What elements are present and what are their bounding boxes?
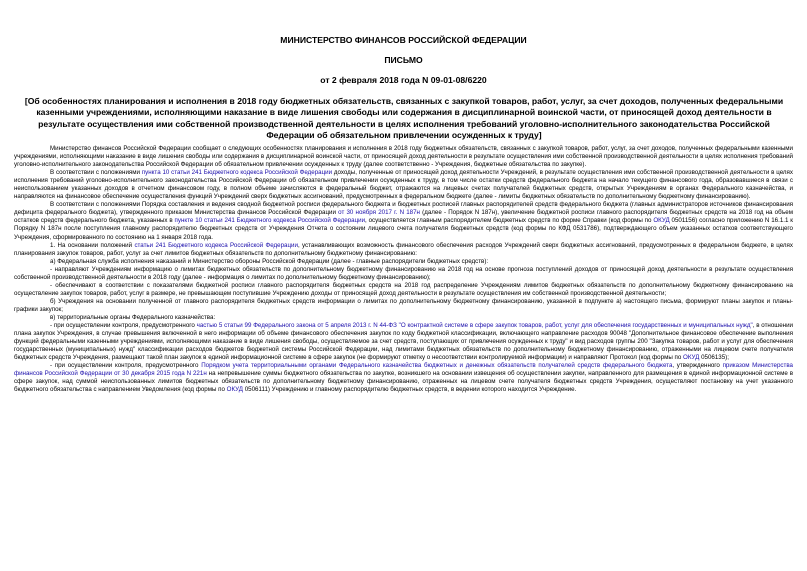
paragraph-text: (далее - Порядок N 187н), увеличение бюджетной росписи главного распорядителя бюджетных средств на 2018 год на объем остатков средств федерального бюджета, указанных в [14,209,793,225]
paragraph-text: на непревышение суммы бюджетного обязательства по закупке, возникшего на основании извещения об осуществлении закупки, направленного для размещения в единой информационной системе в сфере закупок, над суммой неиспользованных лимитов бюджетных обязательств по дополнительному бюджетному финансированию, отраженных на лицевом счете получателя бюджетных средств Учреждения, осуществляют постановку на учет указанного бюджетного обязательства с направлением Уведомления (код формы по [14,370,793,394]
paragraph: а) Федеральная служба исполнения наказаний и Министерство обороны Российской Федерации (далее - главные распорядители бюджетных средств): [50,257,489,265]
paragraph-text: доходы, полученные от приносящей доход деятельности Учреждений, в результате осуществления ими собственной производственной деятельности в целях исполнения требований уголовно-исполнительного законодательства Российской Федерации об обязательном привлечении осужденных к труду, в том числе остатки средств федерального бюджета на начало текущего финансового года, образовавшиеся в связи с неиспользованием указанных доходов в отчетном финансовом году, в полном объеме зачисляются в федеральный бюджет, отражаются на лицевых счетах получателей бюджетных средств, открытых Учреждениям в органах Федерального казначейства, и направляются на финансовое обеспечение осуществления функций Учреждений сверх бюджетных ассигнований, предусмотренных в федеральном бюджете (далее - лимиты бюджетных обязательств по дополнительному бюджетному финансированию). [14,169,793,201]
paragraph-text: - при осуществлении контроля, предусмотренного [50,322,197,330]
law-link[interactable]: частью 5 статьи 99 Федерального закона от 5 апреля 2013 г. N 44-ФЗ "О контрактной системе в сфере закупок товаров, работ, услуг для обеспечения государственных и муниципальных нужд" [196,322,753,330]
law-link[interactable]: приказом Министерства финансов Российской Федерации от 30 декабря 2015 года N 221н [14,362,793,378]
document-type: ПИСЬМО [384,55,423,65]
paragraph-text: В соответствии с положениями Порядка составления и ведения сводной бюджетной росписи федерального бюджета и бюджетных росписей главных распорядителей средств федерального бюджета (главных администраторов источников финансирования дефицита федерального бюджета), утвержденного приказом Министерства финансов Российской Федерации [14,201,793,217]
law-link[interactable]: Порядком учета территориальными органами Федерального казначейства бюджетных и денежных обязательств получателей средств федерального бюджета [201,362,673,370]
paragraph-text: 0506111) Учреждению и главному распорядителю бюджетных средств, в ведении которого находится Учреждение. [243,386,577,394]
paragraph: Министерство финансов Российской Федерации сообщает о следующих особенностях планирования и исполнения в 2018 году бюджетных обязательств, связанных с закупкой товаров, работ, услуг, за счет доходов, полученных федеральными казенными учреждениями, исполняющими наказание в виде лишения свободы или содержания в дисциплинарной воинской части, от приносящей доход деятельности в результате осуществления ими собственной производственной деятельности в целях исполнения требований уголовно-исполнительного законодательства Российской Федерации об обязательном привлечении осужденных к труду (далее соответственно - Учреждения, бюджетные обязательства по закупке). [14,145,793,169]
paragraph: в) территориальные органы Федерального казначейства: [50,313,216,321]
okud-link[interactable]: ОКУД [226,386,243,394]
paragraph-text: 1. На основании положений [50,241,135,249]
paragraph [14,201,793,241]
ministry-title: МИНИСТЕРСТВО ФИНАНСОВ РОССИЙСКОЙ ФЕДЕРАЦИИ [280,35,527,45]
paragraph-text: 0501156) согласно приложению N 16.1.1 к Порядку N 187н после поступления главному распорядителю бюджетных средств от Учреждения Отчета о состоянии лицевого счета получателя бюджетных средств (код формы по КФД 0531786), подтверждающего объем указанных остатков соответствующего Учреждения, сформированного по состоянию на 1 января 2018 года. [14,217,793,241]
paragraph [14,169,793,201]
law-link[interactable]: пункта 10 статьи 241 Бюджетного кодекса Российской Федерации [141,169,333,177]
document-body [14,145,793,394]
paragraph-text: - при осуществлении контроля, предусмотренного [50,362,202,370]
paragraph-text: , устанавливающих возможность финансового обеспечения расходов Учреждений сверх бюджетных ассигнований, предусмотренных в федеральном бюджете, в целях планирования закупок товаров, работ, услуг за счет лимитов бюджетных обязательств по дополнительному бюджетному финансированию: [14,241,793,257]
paragraph: - обеспечивают в соответствии с показателями бюджетной росписи главного распорядителя бюджетных средств на 2018 год распределение Учреждениям лимитов бюджетных обязательств по дополнительному бюджетному финансированию на осуществление закупок товаров, работ, услуг в размере, не превышающем поступившие Учреждению доходы от приносящей доход деятельности в результате осуществления им собственной производственной деятельности; [14,281,793,297]
paragraph: б) Учреждения на основании полученной от главного распорядителя бюджетных средств информации о лимитах по дополнительному бюджетному финансированию, указанной в подпункте а) настоящего письма, формируют планы закупок и планы-графики закупок; [14,297,793,313]
paragraph-text: , в отношении плана закупок Учреждения, в случае превышения включенной в него информации об объеме финансового обеспечения закупок по коду бюджетной классификации, включающего направление расходов 90048 "Дополнительное финансовое обеспечение выполнения функций федеральными казенными учреждениями, исполняющими наказание в виде лишения свободы, осуществляемое за счет средств, поступающих от привлечения осужденных к труду" и вид расходов группы 200 "Закупка товаров, работ и услуг для обеспечения государственных (муниципальных) нужд" классификации расходов бюджетов бюджетной системы Российской Федерации, над лимитами бюджетных обязательств по дополнительному бюджетному финансированию, отраженными на лицевом счете получателя бюджетных средств Учреждения, размещают такой план закупок в единой информационной системе в сфере закупок (не формируют отметку о несоответствии контролируемой информации) и направляют Протокол (код формы по [14,322,793,362]
law-link[interactable]: пункте 10 статьи 241 Бюджетного кодекса Российской Федерации [174,217,366,225]
paragraph-text: 0506135); [699,354,729,362]
okud-link[interactable]: ОКУД [653,217,670,225]
document-subject: [Об особенностях планирования и исполнения в 2018 году бюджетных обязательств, связанных с закупкой товаров, работ, услуг, за счет доходов, полученных федеральными казенными учреждениями, исполняющими наказание в виде лишения свободы или содержания в дисциплинарной воинской части, от приносящей доход деятельности в результате осуществления ими собственной производственной деятельности в целях исполнения требований уголовно-исполнительного законодательства Российской Федерации об обязательном привлечении осужденных к труду] [24,96,784,140]
paragraph-text: В соответствии с положениями [50,169,142,177]
paragraph: - направляют Учреждениям информацию о лимитах бюджетных обязательств по дополнительному бюджетному финансированию на 2018 год на основе прогноза поступлений доходов от приносящей доход деятельности в результате осуществления собственной производственной деятельности в 2018 году (далее - информация о лимитах по дополнительному бюджетному финансированию); [14,265,793,281]
law-link[interactable]: от 30 ноября 2017 г. N 187н [338,209,420,217]
paragraph [14,242,793,258]
paragraph [14,362,793,394]
document-date-number: от 2 февраля 2018 года N 09-01-08/6220 [320,75,487,85]
paragraph [14,322,793,362]
okud-link[interactable]: ОКУД [683,354,700,362]
paragraph-text: , осуществляется главным распорядителем бюджетных средств по форме Справки (код формы по [365,217,654,225]
law-link[interactable]: статьи 241 Бюджетного кодекса Российской Федерации [134,241,298,249]
paragraph-text: , утвержденного [672,362,723,370]
